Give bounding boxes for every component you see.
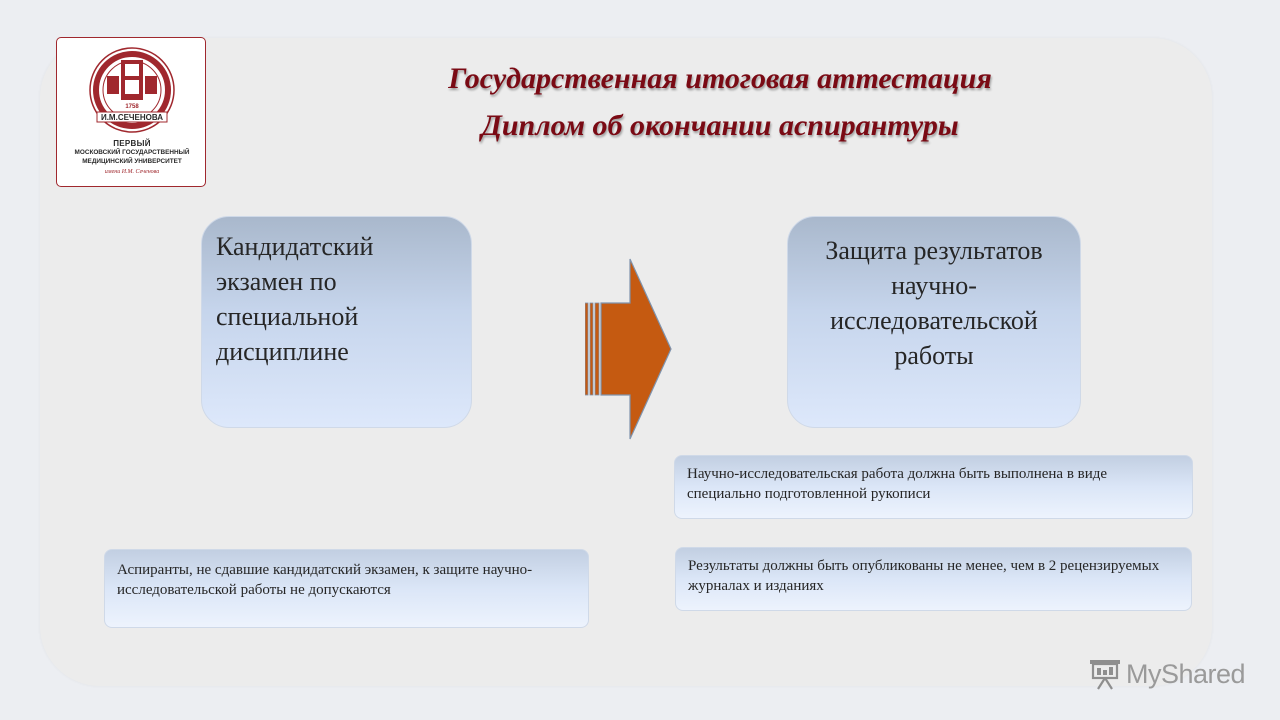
note-admission: Аспиранты, не сдавшие кандидатский экзамен, к защите научно-исследовательской работы не допускаются: [104, 549, 589, 628]
logo-line-4: имени И.М. Сеченова: [104, 169, 160, 175]
slide-title-line-2: Диплом об окончании аспирантуры: [481, 109, 959, 142]
watermark: [1088, 656, 1245, 692]
presentation-board-icon: [1088, 657, 1122, 691]
card-research-defense: Защита результатов научно-исследовательской работы: [787, 216, 1081, 428]
slide-title-line-1: Государственная итоговая аттестация: [448, 62, 992, 95]
note-publications: Результаты должны быть опубликованы не менее, чем в 2 рецензируемых журналах и изданиях: [675, 547, 1192, 611]
logo-line-2: МОСКОВСКИЙ ГОСУДАРСТВЕННЫЙ: [74, 149, 190, 156]
logo-line-3: МЕДИЦИНСКИЙ УНИВЕРСИТЕТ: [82, 158, 182, 165]
logo-line-1: ПЕРВЫЙ: [113, 139, 151, 148]
university-logo: [56, 37, 206, 187]
card-candidate-exam: Кандидатский экзамен по специальной дисциплине: [201, 216, 472, 428]
seal-name: И.М.СЕЧЕНОВА: [100, 113, 164, 122]
watermark-brand: MyShared: [1126, 658, 1246, 689]
right-arrow-icon: [585, 255, 675, 443]
university-seal-icon: [57, 38, 207, 188]
note-manuscript: Научно-исследовательская работа должна быть выполнена в виде специально подготовленной рукописи: [674, 455, 1193, 519]
seal-year: 1758: [125, 104, 139, 110]
